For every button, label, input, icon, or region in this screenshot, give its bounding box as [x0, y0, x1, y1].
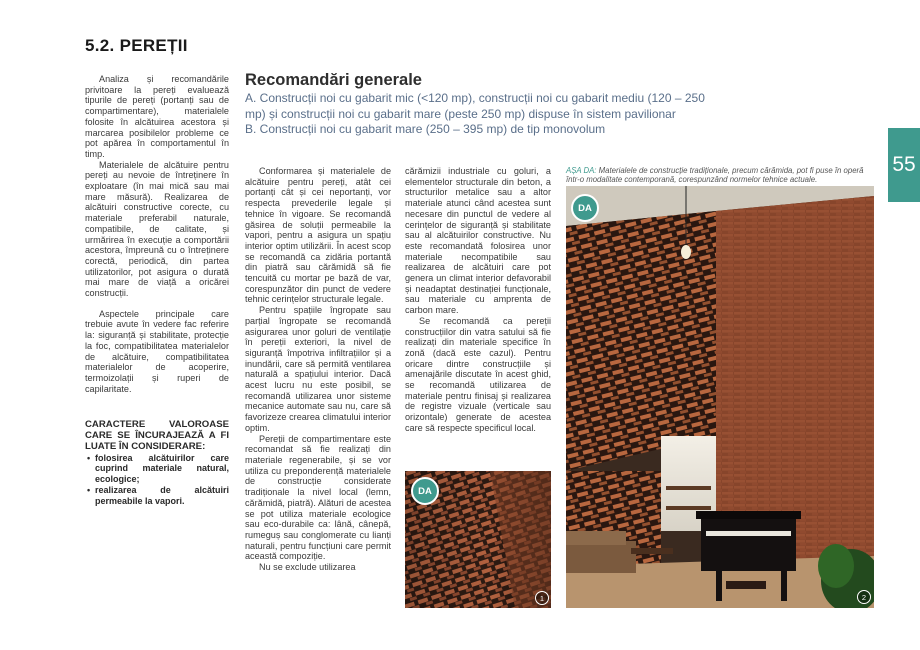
left-column: [85, 74, 229, 394]
photo-brick-interior: [566, 186, 874, 608]
photo-caption: [566, 166, 876, 184]
valuable-features-list: [85, 453, 229, 507]
subheading-b: B. Construcții noi cu gabarit mare (250 – 395 mp) de tip monovolum: [245, 122, 606, 136]
photo-number-badge: 2: [857, 590, 871, 604]
approved-badge: DA: [571, 194, 599, 222]
col2-paragraph: Conformarea și materialele de alcătuire pentru pereți, atât cei portanți cât și cei neportanți, vor respecta prevederile legale și tehnice în vigoare. Se recomandă găsirea de soluții permeabile la vapori, pentru a asigura un spațiu interior optim utilizării. În acest scop se recomandă ca zidăria portantă din piatră sau cărămidă să fie tencuită cu mortar pe bază de var, corespunzător din punct de vedere tehnic cerințelor structurale legale.: [245, 166, 391, 305]
aspects-paragraph: Aspectele principale care trebuie avute în vedere fac referire la: siguranță și stabilitate, protecție la foc, compatibilitatea materialelor de alcătuire, compatibilitatea materialelor de acoperire, termoizolații și ruperi de capilaritate.: [85, 308, 229, 394]
materials-paragraph: Materialele de alcătuire pentru pereți au nevoie de întreținere în exploatare (în mai mică sau mai mare măsură). Realizarea de alcătuiri constructive corecte, cu materiale preferabil naturale, compatibile, de calitate, și urmărirea în execuție a comportării acestora, împreună cu o întreținere corectă, periodică, din partea utilizatorilor, pot asigura o durată mai mare de viață a oricărei construcții.: [85, 159, 229, 299]
page-number: 55: [892, 153, 916, 176]
subheading-a: A. Construcții noi cu gabarit mic (<120 mp), construcții noi cu gabarit mediu (120 – 250 mp) și construcții noi cu gabarit mare (peste 250 mp) dispuse în sistem pavilionar: [245, 91, 705, 121]
intro-paragraph: Analiza și recomandările privitoare la pereți evaluează tipurile de pereți (portanți sau de compartimentare), materialele folosite în alcătuirea acestora și marcarea posibilelor probleme ce pot apărea în comportamentul în timp.: [85, 74, 229, 159]
valuable-features-block: [85, 419, 229, 507]
section-title: 5.2. PEREȚII: [85, 36, 188, 55]
photo-number-badge: 1: [535, 591, 549, 605]
page-number-tab: [888, 128, 920, 202]
valuable-features-heading: CARACTERE VALOROASE CARE SE ÎNCURAJEAZĂ A FI LUATE ÎN CONSIDERARE:: [85, 419, 229, 453]
col2-paragraph: Pentru spațiile îngropate sau parțial îngropate se recomandă asigurarea unor goluri de ventilație în pereții exteriori, la nivel de siguranță împotriva infiltrațiilor și a inundării, care să permită ventilarea naturală a spațiului interior. Dacă acest lucru nu este posibil, se recomandă utilizarea unor sisteme mecanice automate sau nu, care să favorizeze crearea climatului interior optim.: [245, 305, 391, 433]
approved-badge: DA: [411, 477, 439, 505]
text-column-2: [245, 166, 391, 573]
col3-paragraph: cărămizii industriale cu goluri, a elementelor structurale din beton, a structurilor metalice sau a altor materiale atunci când acestea sunt necesare din punctul de vedere al cerințelor de siguranță și stabilitate sau al alcătuirilor constructive. Nu este recomandată folosirea unor materiale necompatibile sau realizarea de alcătuiri care pot genera un climat interior defavorabil și neadaptat destinației funcționale, sau materiale cu amprenta de carbon mare.: [405, 166, 551, 316]
text-column-3: [405, 166, 551, 434]
recommendations-heading: Recomandări generale: [245, 71, 422, 89]
brick-interior-image: [566, 186, 874, 608]
caption-text: Materialele de construcție tradiționale, precum cărămida, pot fi puse în operă într-o modalitate contemporană, corespunzând normelor tehnice actuale.: [566, 166, 864, 185]
col3-paragraph: Se recomandă ca pereții construcțiilor din vatra satului să fie realizați din materiale specifice în zonă (dacă este cazul). Pentru oricare dintre construcțiile și amenajările discutate în acest ghid, se recomandă utilizarea de materiale pentru finisaj și realizarea de registre vizuale (verticale sau orizontale) generate de acestea care să respecte specificul local.: [405, 315, 551, 433]
col2-paragraph: Nu se exclude utilizarea: [259, 562, 356, 573]
caption-label: AȘA DA:: [566, 166, 597, 175]
list-item: • folosirea alcătuirilor care cuprind materiale natural, ecologice;: [95, 453, 229, 485]
col2-paragraph: Pereții de compartimentare este recomandat să fie realizați din materiale regenerabile, și se vor utiliza cu preponderență materialele de construcție considerate tradiționale la nivel local (lemn, cărămidă, piatră). Alături de acestea se pot utiliza materiale ecologice sau eco-durabile ca: lână, cânepă, rumeguș sau conglomerate cu lianți naturali, pentru funcțiuni care permit această compoziție.: [245, 433, 391, 562]
list-item: • realizarea de alcătuiri permeabile la vapori.: [95, 485, 229, 507]
photo-brick-lattice: [405, 471, 551, 608]
